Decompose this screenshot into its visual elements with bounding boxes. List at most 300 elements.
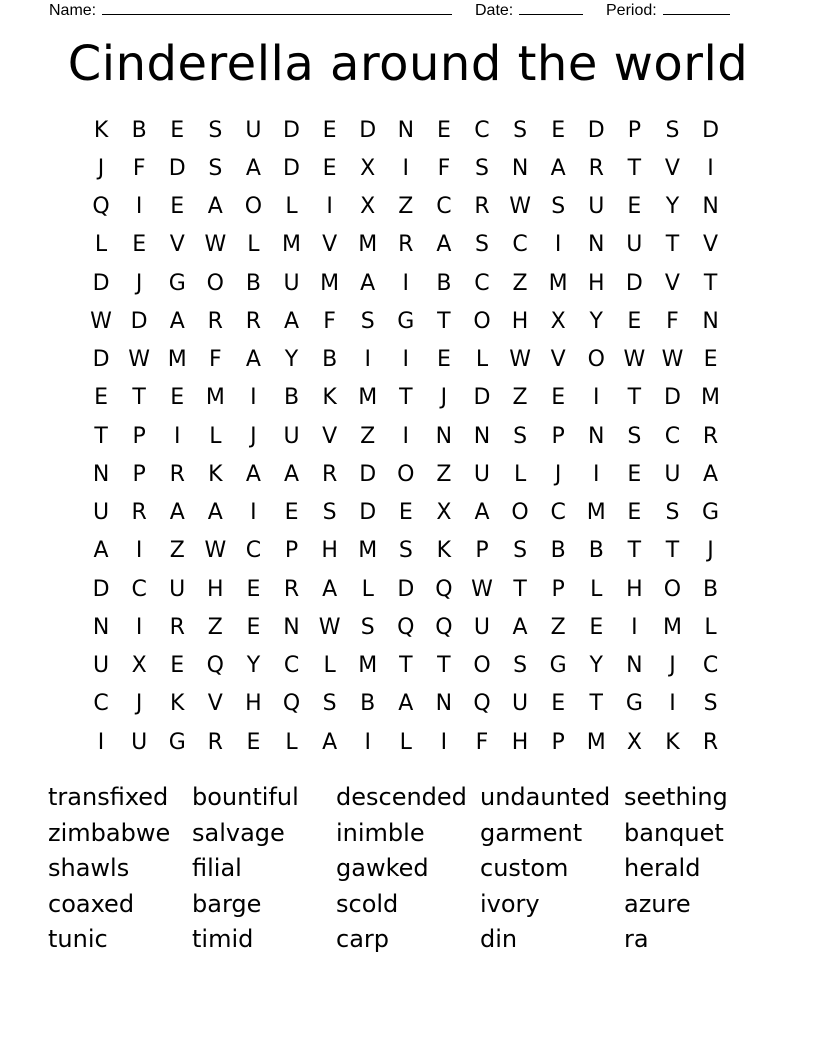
word-list-item: undaunted: [480, 783, 611, 811]
grid-letter[interactable]: D: [663, 385, 681, 411]
grid-letter[interactable]: T: [627, 155, 642, 181]
grid-letter[interactable]: U: [283, 423, 300, 449]
grid-letter[interactable]: P: [627, 117, 641, 143]
grid-letter[interactable]: L: [247, 232, 260, 258]
grid-letter[interactable]: D: [359, 500, 377, 526]
grid-letter[interactable]: H: [511, 729, 529, 755]
grid-letter[interactable]: E: [551, 691, 566, 717]
grid-letter[interactable]: S: [322, 500, 337, 526]
grid-letter[interactable]: M: [586, 500, 606, 526]
grid-letter[interactable]: K: [170, 691, 185, 717]
grid-letter[interactable]: S: [513, 653, 528, 679]
grid-letter[interactable]: L: [94, 232, 108, 258]
grid-letter[interactable]: P: [551, 576, 565, 602]
grid-letter[interactable]: U: [245, 117, 262, 143]
grid-letter[interactable]: I: [135, 538, 143, 564]
grid-letter[interactable]: S: [475, 155, 489, 181]
grid-letter[interactable]: S: [360, 308, 375, 334]
grid-letter[interactable]: A: [474, 500, 490, 526]
grid-letter[interactable]: I: [135, 614, 143, 640]
grid-letter[interactable]: V: [169, 232, 185, 258]
grid-letter[interactable]: A: [245, 461, 261, 487]
grid-letter[interactable]: E: [170, 385, 185, 411]
grid-letter[interactable]: M: [167, 347, 187, 373]
grid-letter[interactable]: S: [398, 538, 413, 564]
grid-letter[interactable]: Q: [435, 614, 453, 640]
grid-letter[interactable]: I: [402, 155, 410, 181]
word-list-item: banquet: [624, 818, 724, 847]
grid-letter[interactable]: K: [93, 117, 109, 143]
grid-letter[interactable]: U: [473, 461, 491, 487]
grid-letter[interactable]: U: [664, 461, 681, 487]
grid-letter[interactable]: E: [551, 117, 566, 143]
grid-letter[interactable]: I: [402, 270, 410, 296]
grid-letter[interactable]: I: [631, 614, 638, 640]
grid-letter[interactable]: J: [669, 653, 676, 679]
grid-letter[interactable]: N: [588, 232, 605, 258]
grid-letter[interactable]: U: [131, 729, 148, 755]
grid-letter[interactable]: E: [589, 614, 604, 640]
grid-letter[interactable]: Q: [206, 653, 224, 679]
grid-letter[interactable]: A: [207, 194, 223, 220]
grid-letter[interactable]: O: [587, 347, 605, 373]
grid-letter[interactable]: D: [92, 347, 110, 373]
grid-letter[interactable]: K: [665, 729, 680, 755]
grid-letter[interactable]: E: [627, 500, 642, 526]
grid-letter[interactable]: V: [664, 270, 680, 296]
grid-letter[interactable]: A: [550, 155, 566, 181]
grid-letter[interactable]: K: [322, 385, 337, 411]
grid-letter[interactable]: C: [702, 653, 719, 679]
grid-letter[interactable]: O: [473, 653, 491, 679]
grid-letter[interactable]: L: [513, 461, 527, 487]
grid-letter[interactable]: D: [359, 117, 377, 143]
grid-letter[interactable]: J: [554, 461, 562, 487]
grid-letter[interactable]: I: [250, 385, 257, 411]
grid-letter[interactable]: S: [551, 194, 566, 220]
grid-letter[interactable]: A: [322, 576, 338, 602]
grid-letter[interactable]: F: [437, 155, 451, 181]
grid-letter[interactable]: A: [703, 461, 719, 487]
grid-letter[interactable]: D: [625, 270, 643, 296]
grid-letter[interactable]: A: [169, 500, 185, 526]
grid-letter[interactable]: M: [701, 385, 721, 411]
grid-letter[interactable]: Y: [589, 308, 603, 334]
grid-letter[interactable]: Q: [397, 614, 415, 640]
grid-letter[interactable]: A: [360, 270, 376, 296]
period-field[interactable]: [606, 0, 730, 20]
grid-letter[interactable]: H: [207, 576, 224, 602]
grid-letter[interactable]: C: [283, 653, 300, 679]
grid-letter[interactable]: H: [511, 308, 529, 334]
grid-letter[interactable]: N: [92, 461, 110, 487]
grid-letter[interactable]: F: [209, 347, 222, 373]
grid-letter[interactable]: A: [398, 691, 414, 717]
grid-letter[interactable]: B: [283, 385, 300, 411]
grid-letter[interactable]: M: [586, 729, 606, 755]
grid-letter[interactable]: D: [168, 155, 186, 181]
grid-letter[interactable]: N: [702, 308, 719, 334]
grid-letter[interactable]: N: [511, 155, 529, 181]
grid-letter[interactable]: Z: [512, 385, 528, 411]
grid-letter[interactable]: V: [550, 347, 566, 373]
grid-letter[interactable]: V: [322, 423, 338, 449]
grid-letter[interactable]: R: [283, 576, 300, 602]
grid-letter[interactable]: W: [204, 538, 227, 564]
grid-letter[interactable]: T: [399, 385, 413, 411]
grid-letter[interactable]: E: [132, 232, 147, 258]
grid-letter[interactable]: W: [318, 614, 341, 640]
grid-letter[interactable]: I: [173, 423, 181, 449]
grid-letter[interactable]: C: [512, 232, 528, 258]
grid-letter[interactable]: C: [93, 691, 109, 717]
period-blank[interactable]: [663, 0, 730, 15]
grid-letter[interactable]: P: [284, 538, 299, 564]
grid-letter[interactable]: J: [135, 691, 143, 717]
grid-letter[interactable]: T: [437, 653, 451, 679]
grid-letter[interactable]: F: [475, 729, 489, 755]
grid-letter[interactable]: O: [244, 194, 263, 220]
grid-letter[interactable]: E: [627, 308, 642, 334]
grid-letter[interactable]: E: [322, 117, 337, 143]
grid-letter[interactable]: T: [132, 385, 146, 411]
grid-letter[interactable]: Z: [436, 461, 452, 487]
word-list-item: transfixed: [48, 783, 169, 811]
grid-letter[interactable]: C: [474, 270, 490, 296]
grid-letter[interactable]: S: [513, 117, 528, 143]
grid-letter[interactable]: T: [399, 653, 413, 679]
grid-letter[interactable]: P: [551, 423, 565, 449]
grid-letter[interactable]: L: [590, 576, 603, 602]
grid-letter[interactable]: V: [207, 691, 223, 717]
grid-letter[interactable]: X: [436, 500, 452, 526]
grid-letter[interactable]: Y: [665, 194, 680, 220]
grid-letter[interactable]: V: [664, 155, 680, 181]
grid-letter[interactable]: W: [661, 347, 684, 373]
grid-letter[interactable]: Y: [246, 653, 261, 679]
grid-letter[interactable]: U: [92, 500, 110, 526]
grid-letter[interactable]: M: [205, 385, 225, 411]
grid-letter[interactable]: G: [625, 691, 643, 717]
grid-letter[interactable]: U: [283, 270, 300, 296]
grid-letter[interactable]: E: [246, 576, 261, 602]
word-list-item: salvage: [192, 818, 285, 847]
grid-letter[interactable]: L: [704, 614, 717, 640]
grid-letter[interactable]: I: [669, 691, 676, 717]
grid-letter[interactable]: B: [322, 347, 338, 373]
grid-letter[interactable]: M: [662, 614, 682, 640]
grid-letter[interactable]: X: [626, 729, 642, 755]
grid-letter[interactable]: Q: [435, 576, 453, 602]
grid-letter[interactable]: M: [548, 270, 568, 296]
grid-letter[interactable]: G: [702, 500, 720, 526]
grid-letter[interactable]: O: [663, 576, 682, 602]
grid-letter[interactable]: R: [169, 461, 185, 487]
date-label: Date:: [475, 2, 514, 19]
grid-letter[interactable]: R: [474, 194, 490, 220]
grid-letter[interactable]: C: [474, 117, 490, 143]
grid-letter[interactable]: S: [665, 117, 680, 143]
grid-letter[interactable]: Q: [92, 194, 110, 220]
grid-letter[interactable]: E: [246, 614, 261, 640]
grid-letter[interactable]: W: [471, 576, 493, 602]
grid-letter[interactable]: C: [436, 194, 452, 220]
grid-letter[interactable]: D: [473, 385, 491, 411]
grid-letter[interactable]: R: [588, 155, 604, 181]
grid-letter[interactable]: Q: [473, 691, 491, 717]
grid-letter[interactable]: B: [703, 576, 719, 602]
grid-letter[interactable]: G: [549, 653, 567, 679]
grid-letter[interactable]: T: [513, 576, 527, 602]
grid-letter[interactable]: H: [321, 538, 338, 564]
date-blank[interactable]: [519, 0, 583, 15]
grid-letter[interactable]: O: [511, 500, 529, 526]
grid-letter[interactable]: E: [284, 500, 299, 526]
grid-letter[interactable]: L: [285, 729, 298, 755]
grid-letter[interactable]: S: [360, 614, 375, 640]
grid-letter[interactable]: W: [509, 194, 531, 220]
grid-letter[interactable]: J: [250, 423, 257, 449]
grid-letter[interactable]: P: [132, 423, 146, 449]
grid-letter[interactable]: G: [397, 308, 415, 334]
grid-letter[interactable]: P: [475, 538, 489, 564]
grid-letter[interactable]: Z: [169, 538, 185, 564]
grid-letter[interactable]: I: [593, 385, 600, 411]
grid-letter[interactable]: Z: [512, 270, 528, 296]
grid-letter[interactable]: D: [283, 155, 300, 181]
name-blank[interactable]: [102, 0, 452, 15]
grid-letter[interactable]: E: [322, 155, 337, 181]
grid-letter[interactable]: H: [626, 576, 643, 602]
grid-letter[interactable]: R: [321, 461, 338, 487]
grid-letter[interactable]: I: [364, 347, 371, 373]
grid-letter[interactable]: I: [135, 194, 143, 220]
grid-letter[interactable]: S: [513, 538, 528, 564]
grid-letter[interactable]: E: [246, 729, 261, 755]
grid-letter[interactable]: Z: [207, 614, 223, 640]
grid-letter[interactable]: J: [440, 385, 448, 411]
grid-letter[interactable]: E: [627, 461, 642, 487]
grid-letter[interactable]: V: [322, 232, 338, 258]
grid-letter[interactable]: U: [588, 194, 605, 220]
grid-letter[interactable]: T: [665, 538, 680, 564]
grid-letter[interactable]: E: [627, 194, 642, 220]
grid-letter[interactable]: A: [245, 347, 261, 373]
grid-letter[interactable]: W: [509, 347, 531, 373]
name-field[interactable]: [49, 0, 452, 20]
grid-letter[interactable]: L: [475, 347, 489, 373]
grid-letter[interactable]: M: [358, 385, 378, 411]
grid-letter[interactable]: K: [436, 538, 452, 564]
grid-letter[interactable]: L: [361, 576, 374, 602]
grid-letter[interactable]: R: [169, 614, 185, 640]
grid-letter[interactable]: N: [397, 117, 415, 143]
grid-letter[interactable]: T: [589, 691, 603, 717]
grid-letter[interactable]: A: [322, 729, 338, 755]
grid-letter[interactable]: L: [323, 653, 336, 679]
grid-letter[interactable]: E: [436, 117, 451, 143]
grid-letter[interactable]: M: [358, 538, 378, 564]
grid-letter[interactable]: P: [132, 461, 146, 487]
grid-letter[interactable]: A: [283, 308, 300, 334]
grid-letter[interactable]: U: [512, 691, 529, 717]
grid-letter[interactable]: R: [702, 729, 719, 755]
grid-letter[interactable]: S: [208, 117, 223, 143]
grid-letter[interactable]: L: [285, 194, 298, 220]
grid-letter[interactable]: D: [92, 270, 110, 296]
grid-letter[interactable]: W: [128, 347, 151, 373]
grid-letter[interactable]: M: [358, 653, 378, 679]
grid-letter[interactable]: T: [703, 270, 718, 296]
grid-letter[interactable]: N: [626, 653, 643, 679]
grid-letter[interactable]: F: [323, 308, 336, 334]
grid-letter[interactable]: R: [702, 423, 719, 449]
grid-letter[interactable]: S: [627, 423, 642, 449]
grid-letter[interactable]: I: [593, 461, 600, 487]
grid-letter[interactable]: S: [322, 691, 337, 717]
grid-letter[interactable]: B: [360, 691, 376, 717]
grid-letter[interactable]: M: [358, 232, 378, 258]
grid-letter[interactable]: R: [207, 729, 223, 755]
grid-letter[interactable]: N: [588, 423, 605, 449]
grid-letter[interactable]: M: [282, 232, 301, 258]
grid-letter[interactable]: U: [92, 653, 110, 679]
grid-letter[interactable]: J: [135, 270, 143, 296]
grid-letter[interactable]: S: [665, 500, 680, 526]
grid-letter[interactable]: E: [436, 347, 451, 373]
grid-letter[interactable]: G: [168, 729, 186, 755]
grid-letter[interactable]: I: [97, 729, 105, 755]
grid-letter[interactable]: J: [97, 155, 105, 181]
grid-letter[interactable]: L: [209, 423, 222, 449]
grid-letter[interactable]: W: [204, 232, 227, 258]
grid-letter[interactable]: V: [703, 232, 719, 258]
grid-letter[interactable]: A: [93, 538, 109, 564]
grid-letter[interactable]: D: [587, 117, 605, 143]
grid-letter[interactable]: D: [92, 576, 110, 602]
grid-letter[interactable]: M: [320, 270, 340, 296]
grid-letter[interactable]: U: [473, 614, 491, 640]
grid-letter[interactable]: X: [360, 155, 376, 181]
grid-letter[interactable]: N: [435, 423, 453, 449]
grid-letter[interactable]: N: [435, 691, 453, 717]
grid-letter[interactable]: B: [436, 270, 452, 296]
grid-letter[interactable]: A: [245, 155, 261, 181]
grid-letter[interactable]: Z: [360, 423, 376, 449]
grid-letter[interactable]: E: [170, 653, 185, 679]
grid-letter[interactable]: A: [283, 461, 300, 487]
grid-letter[interactable]: S: [703, 691, 718, 717]
grid-letter[interactable]: A: [207, 500, 223, 526]
grid-letter[interactable]: D: [702, 117, 720, 143]
grid-letter[interactable]: F: [666, 308, 679, 334]
grid-letter[interactable]: R: [398, 232, 414, 258]
grid-letter[interactable]: Y: [589, 653, 603, 679]
grid-letter[interactable]: C: [245, 538, 262, 564]
grid-letter[interactable]: H: [587, 270, 605, 296]
grid-letter[interactable]: N: [702, 194, 719, 220]
grid-letter[interactable]: C: [550, 500, 566, 526]
grid-letter[interactable]: O: [206, 270, 224, 296]
grid-letter[interactable]: X: [360, 194, 376, 220]
grid-letter[interactable]: T: [94, 423, 108, 449]
grid-letter[interactable]: I: [707, 155, 714, 181]
grid-letter[interactable]: I: [402, 423, 410, 449]
grid-letter[interactable]: R: [245, 308, 262, 334]
grid-letter[interactable]: D: [397, 576, 415, 602]
grid-letter[interactable]: T: [437, 308, 451, 334]
grid-letter[interactable]: C: [131, 576, 147, 602]
grid-letter[interactable]: Q: [282, 691, 301, 717]
grid-letter[interactable]: I: [364, 729, 371, 755]
grid-letter[interactable]: B: [588, 538, 604, 564]
grid-letter[interactable]: Y: [284, 347, 299, 373]
grid-letter[interactable]: U: [626, 232, 643, 258]
grid-letter[interactable]: X: [131, 653, 147, 679]
grid-letter[interactable]: E: [170, 117, 185, 143]
grid-letter[interactable]: Z: [398, 194, 414, 220]
grid-letter[interactable]: A: [169, 308, 185, 334]
grid-letter[interactable]: A: [436, 232, 452, 258]
grid-letter[interactable]: T: [665, 232, 680, 258]
grid-letter[interactable]: E: [170, 194, 185, 220]
grid-letter[interactable]: E: [94, 385, 108, 411]
grid-letter[interactable]: E: [703, 347, 718, 373]
grid-letter[interactable]: A: [512, 614, 528, 640]
grid-letter[interactable]: O: [473, 308, 491, 334]
grid-letter[interactable]: T: [627, 538, 642, 564]
grid-letter[interactable]: B: [550, 538, 566, 564]
grid-letter[interactable]: E: [551, 385, 566, 411]
grid-letter[interactable]: I: [554, 232, 562, 258]
grid-letter[interactable]: K: [208, 461, 223, 487]
grid-letter[interactable]: I: [326, 194, 333, 220]
grid-letter[interactable]: S: [208, 155, 223, 181]
grid-letter[interactable]: X: [550, 308, 566, 334]
grid-letter[interactable]: P: [551, 729, 565, 755]
grid-letter[interactable]: R: [131, 500, 147, 526]
grid-letter[interactable]: L: [399, 729, 412, 755]
grid-letter[interactable]: W: [90, 308, 112, 334]
grid-letter[interactable]: D: [283, 117, 300, 143]
grid-letter[interactable]: N: [473, 423, 491, 449]
grid-letter[interactable]: J: [707, 538, 714, 564]
grid-letter[interactable]: N: [92, 614, 110, 640]
grid-letter[interactable]: G: [168, 270, 186, 296]
grid-letter[interactable]: O: [397, 461, 415, 487]
grid-letter[interactable]: E: [398, 500, 413, 526]
grid-letter[interactable]: D: [130, 308, 148, 334]
grid-letter[interactable]: I: [402, 347, 410, 373]
date-field[interactable]: [475, 0, 583, 20]
grid-letter[interactable]: U: [169, 576, 186, 602]
grid-letter[interactable]: F: [132, 155, 146, 181]
grid-letter[interactable]: B: [131, 117, 147, 143]
grid-letter[interactable]: H: [245, 691, 262, 717]
grid-letter[interactable]: N: [283, 614, 300, 640]
grid-letter[interactable]: S: [475, 232, 489, 258]
grid-letter[interactable]: T: [627, 385, 642, 411]
grid-letter[interactable]: W: [623, 347, 646, 373]
grid-letter[interactable]: Z: [550, 614, 566, 640]
grid-letter[interactable]: S: [513, 423, 528, 449]
grid-letter[interactable]: B: [245, 270, 261, 296]
grid-letter[interactable]: D: [359, 461, 377, 487]
grid-letter[interactable]: I: [250, 500, 257, 526]
grid-letter[interactable]: I: [440, 729, 448, 755]
grid-letter[interactable]: C: [664, 423, 681, 449]
grid-letter[interactable]: R: [207, 308, 223, 334]
